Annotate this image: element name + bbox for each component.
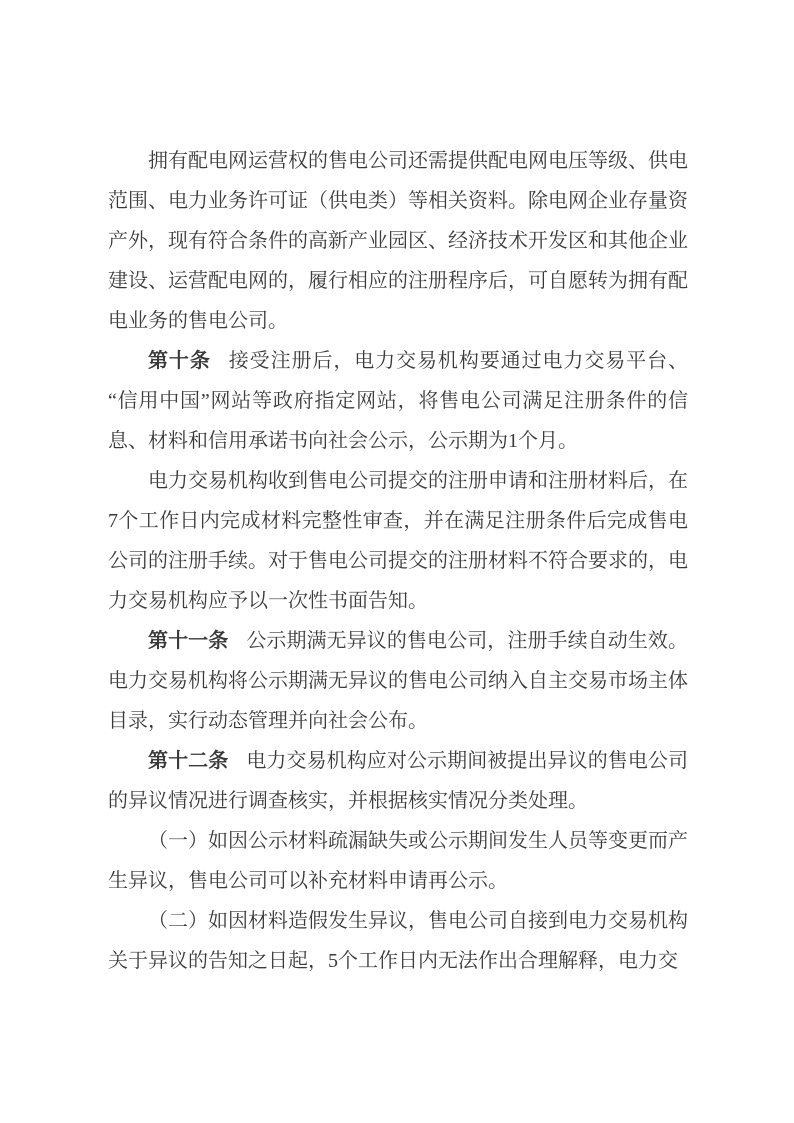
paragraph-article-10 bbox=[108, 341, 688, 461]
paragraph-text: 电力交易机构收到售电公司提交的注册申请和注册材料后，在7个工作日内完成材料完整性审查，并在满足注册条件后完成售电公司的注册手续。对于售电公司提交的注册材料不符合要求的，电力交易机构应予以一次性书面告知。 bbox=[108, 470, 688, 612]
paragraph-item-2 bbox=[108, 901, 688, 981]
article-number-label: 第十一条 bbox=[148, 630, 229, 652]
paragraph-text: 电力交易机构应对公示期间被提出异议的售电公司的异议情况进行调查核实，并根据核实情况分类处理。 bbox=[108, 750, 689, 812]
paragraph bbox=[108, 461, 688, 621]
paragraph-article-12 bbox=[108, 741, 688, 821]
paragraph-item-1 bbox=[108, 821, 688, 901]
article-number-label: 第十条 bbox=[148, 350, 211, 372]
paragraph-text: （一）如因公示材料疏漏缺失或公示期间发生人员等变更而产生异议，售电公司可以补充材料申请再公示。 bbox=[108, 830, 688, 892]
paragraph-text: 公示期满无异议的售电公司，注册手续自动生效。电力交易机构将公示期满无异议的售电公司纳入自主交易市场主体目录，实行动态管理并向社会公布。 bbox=[108, 630, 689, 732]
paragraph-text: （二）如因材料造假发生异议，售电公司自接到电力交易机构关于异议的告知之日起，5个工作日内无法作出合理解释，电力交 bbox=[108, 910, 688, 972]
document-body bbox=[108, 141, 688, 981]
article-number-label: 第十二条 bbox=[148, 750, 229, 772]
paragraph-text: 拥有配电网运营权的售电公司还需提供配电网电压等级、供电范围、电力业务许可证（供电类）等相关资料。除电网企业存量资产外，现有符合条件的高新产业园区、经济技术开发区和其他企业建设、运营配电网的，履行相应的注册程序后，可自愿转为拥有配电业务的售电公司。 bbox=[108, 150, 688, 332]
paragraph-text: 接受注册后，电力交易机构要通过电力交易平台、“信用中国”网站等政府指定网站，将售电公司满足注册条件的信息、材料和信用承诺书向社会公示，公示期为1个月。 bbox=[108, 350, 688, 452]
paragraph bbox=[108, 141, 688, 341]
paragraph-article-11 bbox=[108, 621, 688, 741]
